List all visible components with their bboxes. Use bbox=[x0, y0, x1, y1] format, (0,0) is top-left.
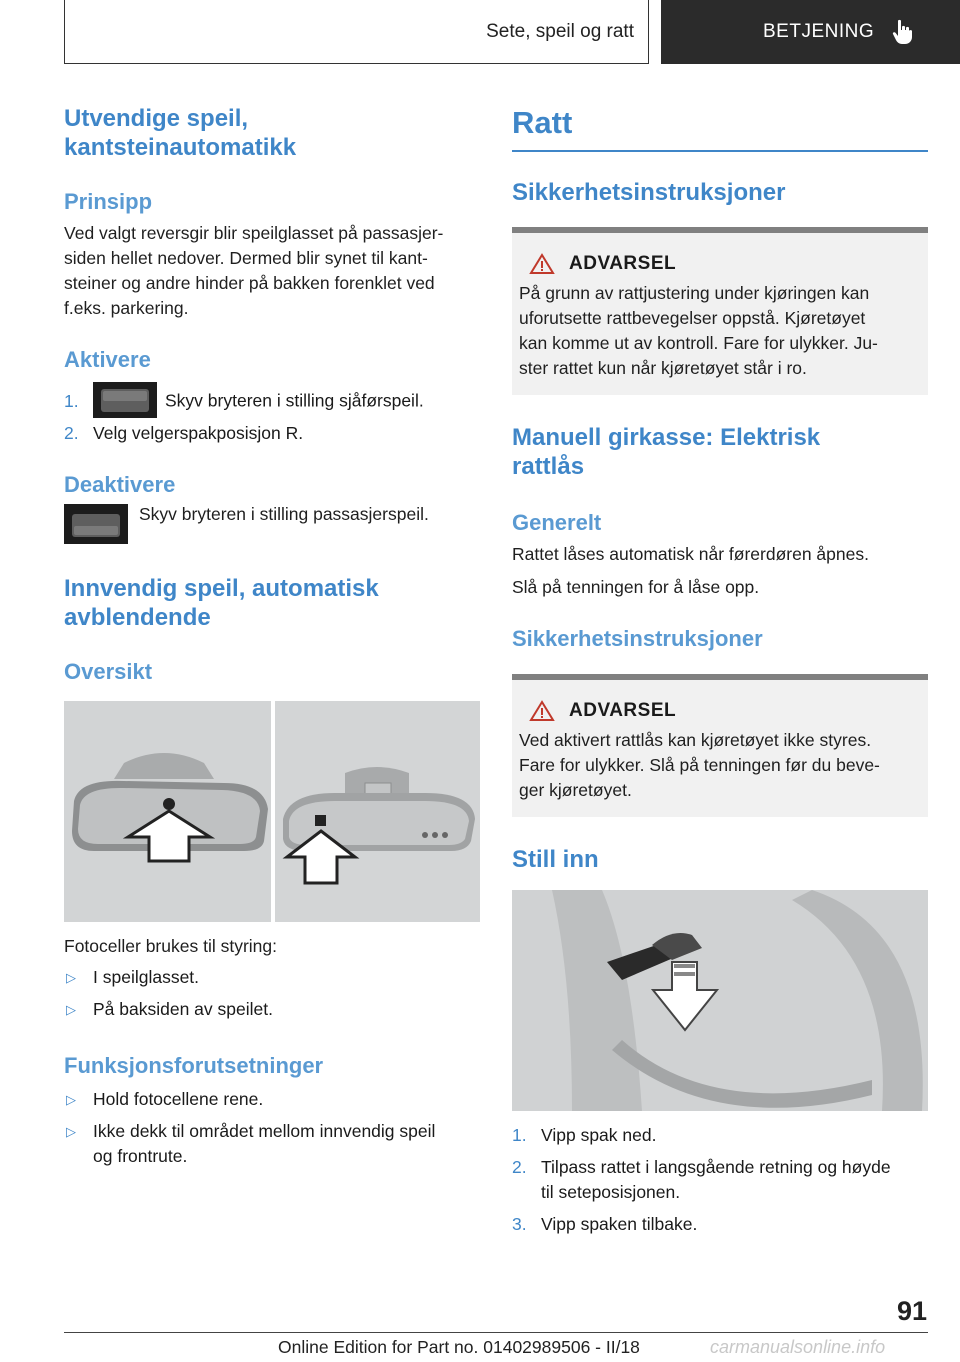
deactivate-row bbox=[64, 504, 480, 546]
warning-box bbox=[512, 674, 928, 817]
footer-edition: Online Edition for Part no. 01402989506 - II/18 bbox=[278, 1337, 640, 1357]
interior-mirror-back-image bbox=[275, 701, 480, 922]
text-line: Ved valgt reversgir blir speilglasset på passasjer- bbox=[64, 223, 444, 243]
text-line: Ved aktivert rattlås kan kjøretøyet ikke styres. bbox=[519, 730, 872, 750]
heading-line: rattlås bbox=[512, 453, 585, 480]
heading-line: Manuell girkasse: Elektrisk bbox=[512, 424, 821, 451]
page-number: 91 bbox=[896, 1296, 927, 1326]
watermark-logo: carmanualsonline.info bbox=[710, 1337, 886, 1357]
list-item bbox=[64, 997, 480, 1022]
heading-steering-lock bbox=[512, 423, 928, 481]
text-line: uforutsette rattbevegelser oppstå. Kjøretøyet bbox=[519, 308, 866, 328]
list-item bbox=[64, 965, 480, 990]
warning-label: ADVARSEL bbox=[569, 700, 677, 721]
list-item bbox=[512, 1155, 928, 1205]
heading-exterior-mirrors bbox=[64, 104, 480, 162]
list-item-text: På baksiden av speilet. bbox=[93, 999, 273, 1019]
triangle-bullet-icon: ▷ bbox=[66, 970, 76, 985]
heading-line: Innvendig speil, automatisk bbox=[64, 575, 379, 602]
heading-rule bbox=[512, 150, 928, 152]
step-number: 1. bbox=[512, 1125, 527, 1145]
step-text: Vipp spaken tilbake. bbox=[541, 1214, 698, 1234]
warning-text bbox=[519, 728, 921, 803]
heading-interior-mirror bbox=[64, 574, 480, 632]
heading-adjust: Still inn bbox=[512, 846, 599, 873]
header-chapter bbox=[661, 0, 960, 64]
mirror-switch-button-image bbox=[64, 504, 128, 544]
interior-mirror-photos bbox=[64, 701, 480, 922]
deactivate-text: Skyv bryteren i stilling passasjerspeil. bbox=[139, 504, 429, 524]
step-text: Velg velgerspakposisjon R. bbox=[93, 423, 304, 443]
warning-label: ADVARSEL bbox=[569, 253, 677, 274]
heading-function-requirements: Funksjonsforutsetninger bbox=[64, 1053, 324, 1078]
header-section bbox=[64, 0, 649, 64]
header-chapter-title: BETJENING bbox=[763, 21, 875, 42]
heading-overview: Oversikt bbox=[64, 659, 153, 684]
general-text-1: Rattet låses automatisk når førerdøren åpnes. bbox=[512, 544, 869, 564]
general-text-2: Slå på tenningen for å låse opp. bbox=[512, 577, 760, 597]
heading-activate: Aktivere bbox=[64, 347, 151, 372]
list-item-text: Hold fotocellene rene. bbox=[93, 1089, 264, 1109]
text-line: siden hellet nedover. Dermed blir synet til kant- bbox=[64, 248, 428, 268]
footer-divider bbox=[64, 1332, 928, 1333]
text-line: ster rattet kun når kjøretøyet står i ro. bbox=[519, 358, 807, 378]
list-item bbox=[64, 1119, 480, 1169]
photocell-caption: Fotoceller brukes til styring: bbox=[64, 936, 277, 956]
heading-line: avblendende bbox=[64, 604, 211, 631]
list-item-text: I speilglasset. bbox=[93, 967, 200, 987]
list-item bbox=[64, 1087, 480, 1112]
text-line: Fare for ulykker. Slå på tenningen før du beve- bbox=[519, 755, 880, 775]
step-text: til seteposisjonen. bbox=[541, 1182, 681, 1202]
hand-pointer-icon bbox=[892, 19, 914, 45]
step-number: 2. bbox=[512, 1157, 527, 1177]
heading-deactivate: Deaktivere bbox=[64, 472, 176, 497]
warning-triangle-icon bbox=[529, 700, 555, 722]
heading-principle: Prinsipp bbox=[64, 189, 153, 214]
list-item-text: Ikke dekk til området mellom innvendig speil bbox=[93, 1121, 436, 1141]
list-item bbox=[512, 1212, 928, 1237]
step-number: 3. bbox=[512, 1214, 527, 1234]
heading-safety-instructions: Sikkerhetsinstruksjoner bbox=[512, 179, 786, 206]
heading-steering-wheel: Ratt bbox=[512, 105, 573, 140]
text-line: steiner og andre hinder på bakken forenklet ved bbox=[64, 273, 435, 293]
warning-triangle-icon bbox=[529, 253, 555, 275]
step-number: 2. bbox=[64, 423, 79, 443]
list-item bbox=[64, 421, 480, 446]
list-item bbox=[64, 381, 480, 417]
heading-safety-instructions-2: Sikkerhetsinstruksjoner bbox=[512, 626, 763, 651]
text-line: ger kjøretøyet. bbox=[519, 780, 632, 800]
step-text: Tilpass rattet i langsgående retning og høyde bbox=[541, 1157, 891, 1177]
triangle-bullet-icon: ▷ bbox=[66, 1124, 76, 1139]
step-text: Vipp spak ned. bbox=[541, 1125, 657, 1145]
left-column bbox=[64, 100, 480, 1169]
text-line: f.eks. parkering. bbox=[64, 298, 189, 318]
warning-header bbox=[519, 700, 921, 722]
step-number: 1. bbox=[64, 391, 79, 411]
text-line: På grunn av rattjustering under kjøringen kan bbox=[519, 283, 870, 303]
heading-line: kantsteinautomatikk bbox=[64, 134, 297, 161]
triangle-bullet-icon: ▷ bbox=[66, 1092, 76, 1107]
warning-box bbox=[512, 227, 928, 395]
list-item bbox=[512, 1123, 928, 1148]
heading-general: Generelt bbox=[512, 510, 602, 535]
triangle-bullet-icon: ▷ bbox=[66, 1002, 76, 1017]
mirror-switch-button-image bbox=[93, 382, 157, 418]
interior-mirror-front-image bbox=[64, 701, 271, 922]
warning-header bbox=[519, 253, 921, 275]
heading-line: Utvendige speil, bbox=[64, 105, 249, 132]
step-text: Skyv bryteren i stilling sjåførspeil. bbox=[165, 390, 424, 411]
header-section-title: Sete, speil og ratt bbox=[486, 20, 634, 42]
list-item-text: og frontrute. bbox=[93, 1146, 188, 1166]
steering-column-lever-image bbox=[512, 890, 928, 1111]
right-column bbox=[512, 100, 928, 1237]
warning-text bbox=[519, 281, 921, 381]
principle-text bbox=[64, 221, 480, 321]
text-line: kan komme ut av kontroll. Fare for ulykker. Ju- bbox=[519, 333, 878, 353]
